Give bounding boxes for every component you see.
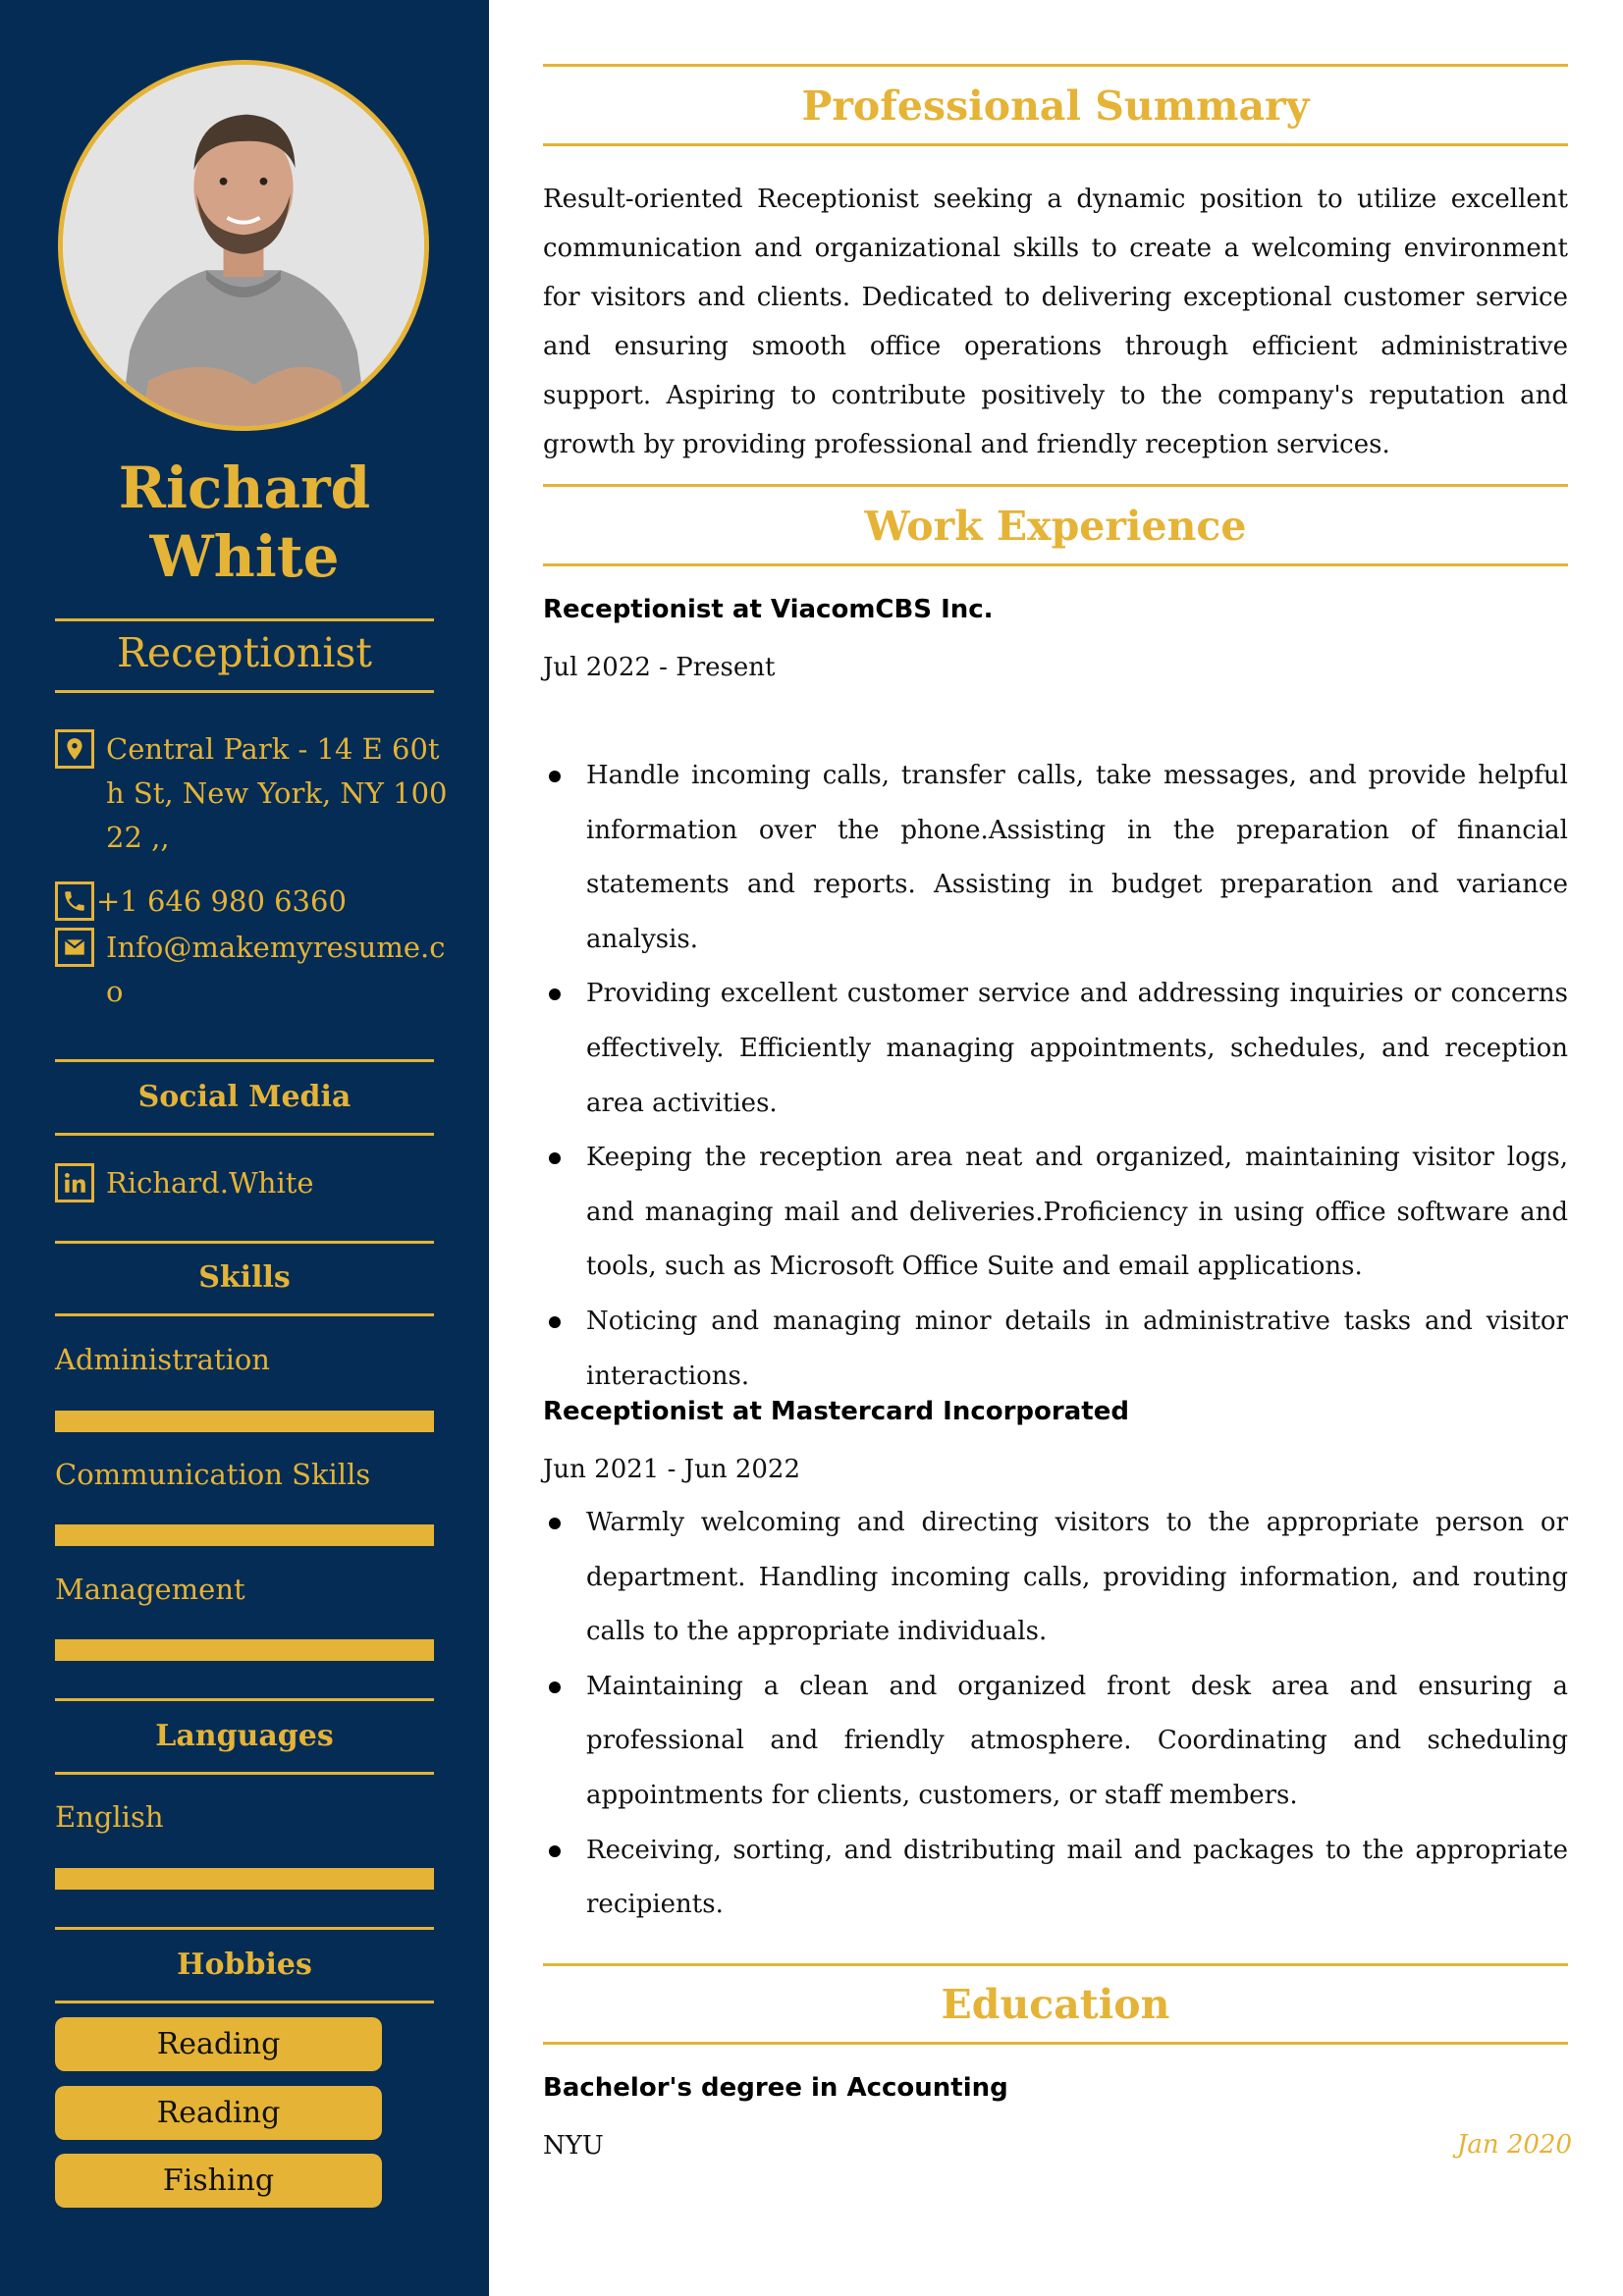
experience-heading: Work Experience	[864, 503, 1247, 550]
skill-label: Communication Skills	[55, 1458, 371, 1491]
job-bullets	[543, 1496, 1568, 1933]
skill-bar	[55, 1411, 434, 1432]
hobby-chip: Reading	[55, 2086, 382, 2140]
divider	[543, 64, 1568, 67]
job-title: Receptionist at ViacomCBS Inc.	[543, 595, 994, 624]
skill-label: Management	[55, 1573, 245, 1606]
contact-email	[55, 926, 448, 1019]
job-dates: Jul 2022 - Present	[543, 653, 776, 682]
job-title: Receptionist at Mastercard Incorporated	[543, 1397, 1129, 1426]
summary-heading: Professional Summary	[801, 82, 1310, 130]
candidate-name	[55, 454, 434, 591]
list-item: Keeping the reception area neat and organized, maintaining visitor logs, and managing mail and deliveries.Proficiency in using office software and tools, such as Microsoft Office Suite and email applications.	[543, 1131, 1568, 1295]
skill-bar-fill	[55, 1639, 434, 1661]
languages-heading: Languages	[155, 1719, 334, 1753]
divider	[55, 1772, 434, 1775]
contact-linkedin	[55, 1161, 448, 1205]
social-media-heading: Social Media	[137, 1080, 352, 1114]
linkedin-icon	[55, 1163, 94, 1202]
list-item: Warmly welcoming and directing visitors to the appropriate person or department. Handling incoming calls, providing information, and routing calls to the appropriate individuals.	[543, 1496, 1568, 1660]
envelope-icon	[55, 928, 94, 967]
skill-bar	[55, 1639, 434, 1661]
skill-bar-fill	[55, 1411, 434, 1432]
phone-icon	[55, 881, 94, 921]
divider	[543, 2042, 1568, 2045]
contact-address	[55, 727, 448, 865]
divider	[55, 690, 434, 693]
phone-text: +1 646 980 6360	[96, 884, 347, 918]
divider	[543, 143, 1568, 146]
list-item: Providing excellent customer service and addressing inquiries or concerns effectively. Efficiently managing appointments, schedules, and reception area activities.	[543, 967, 1568, 1131]
education-date: Jan 2020	[1456, 2130, 1572, 2160]
divider	[543, 563, 1568, 566]
language-label: English	[55, 1800, 164, 1834]
language-bar-fill	[55, 1868, 434, 1890]
profile-photo	[58, 60, 429, 431]
summary-text: Result-oriented Receptionist seeking a dynamic position to utilize excellent communication and organizational skills to create a welcoming environment for visitors and clients. Dedicated to delivering exceptional customer service and ensuring smooth office operations through efficient administrative support. Aspiring to contribute positively to the company's reputation and growth by providing professional and friendly reception services.	[543, 185, 1568, 459]
location-pin-icon	[55, 729, 94, 769]
contact-phone	[55, 880, 448, 924]
list-item: Handle incoming calls, transfer calls, take messages, and provide helpful information over the phone.Assisting in the preparation of financial statements and reports. Assisting in budget preparation and variance analysis.	[543, 749, 1568, 967]
divider	[55, 1927, 434, 1930]
divider	[55, 2001, 434, 2003]
hobbies-heading: Hobbies	[177, 1948, 312, 1982]
email-text[interactable]: Info@makemyresume.co	[106, 931, 446, 1008]
degree-title: Bachelor's degree in Accounting	[543, 2073, 1008, 2103]
job-bullets	[543, 749, 1568, 1404]
divider	[55, 1133, 434, 1136]
skill-bar-fill	[55, 1524, 434, 1546]
divider	[543, 1963, 1568, 1966]
skill-bar	[55, 1524, 434, 1546]
divider	[55, 618, 434, 621]
list-item: Maintaining a clean and organized front desk area and ensuring a professional and friendly atmosphere. Coordinating and scheduling appointments for clients, customers, or staff members.	[543, 1660, 1568, 1824]
name-last: White	[149, 523, 340, 590]
sidebar	[0, 0, 489, 2296]
hobby-chip: Reading	[55, 2017, 382, 2071]
divider	[55, 1241, 434, 1244]
skill-label: Administration	[55, 1343, 270, 1376]
list-item: Receiving, sorting, and distributing mail and packages to the appropriate recipients.	[543, 1824, 1568, 1933]
divider	[55, 1059, 434, 1062]
profile-photo-illustration	[63, 65, 424, 426]
divider	[55, 1698, 434, 1701]
name-first: Richard	[118, 454, 371, 521]
divider	[543, 484, 1568, 487]
divider	[55, 1313, 434, 1316]
skills-heading: Skills	[198, 1260, 291, 1295]
language-bar	[55, 1868, 434, 1890]
job-role: Receptionist	[117, 629, 372, 676]
hobby-chip: Fishing	[55, 2154, 382, 2208]
job-dates: Jun 2021 - Jun 2022	[543, 1455, 801, 1484]
school-name: NYU	[543, 2131, 604, 2161]
list-item: Noticing and managing minor details in administrative tasks and visitor interactions.	[543, 1295, 1568, 1404]
linkedin-handle[interactable]: Richard.White	[106, 1166, 314, 1200]
education-heading: Education	[941, 1981, 1170, 2028]
address-text: Central Park - 14 E 60th St, New York, NY 10022 ,,	[106, 732, 448, 854]
